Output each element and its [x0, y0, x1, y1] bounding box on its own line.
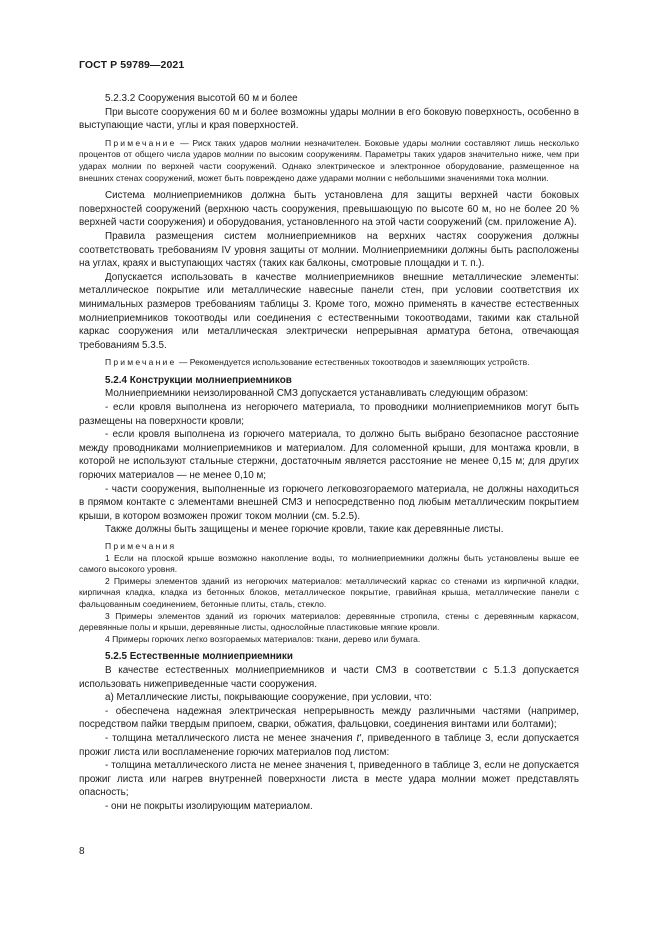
paragraph: Правила размещения систем молниеприемников на верхних частях сооружения должны соответствовать требованиям IV уровня защиты от молнии. Молниеприемники должны быть расположены на углах, краях и выступающих частях (таких как балконы, смотровые площадки и т. п.).: [79, 230, 579, 270]
page-number: 8: [79, 846, 85, 857]
section-heading-5-2-5: 5.2.5 Естественные молниеприемники: [105, 651, 293, 663]
note-item: 2 Примеры элементов зданий из негорючих материалов: металлический каркас со стенами из кирпичной кладки, кирпичная кладка, кладка из бетонных блоков, металлическое покрытие, гравийная крыша, металлические панели с фальцованным соединением, бетонные плиты, сталь, стекло.: [79, 575, 579, 609]
list-item: - обеспечена надежная электрическая непрерывность между различными частями (например, посредством пайки твердым припоем, сварки, обжатия, фальцовки, соединения винтами или болтами);: [79, 705, 579, 731]
list-item: - толщина металлического листа не менее значения t, приведенного в таблице 3, если не допускается прожиг листа или нагрев внутренней поверхности листа в месте удара молнии может представлять опасность;: [79, 760, 579, 799]
note-item: 4 Примеры горючих легко возгораемых материалов: ткани, дерево или бумага.: [105, 633, 421, 644]
list-item: - части сооружения, выполненные из горючего легковозгораемого материала, не должны находиться в прямом контакте с элементами внешней СМЗ и непосредственно под любым металлическим покрытием крыши, в котором возможен прожиг током молнии (см. 5.2.5).: [79, 483, 579, 522]
note-text: — Риск таких ударов молнии незначителен. Боковые удары молнии составляют лишь несколько процентов от общего числа ударов молнии по высоким сооружениям. Параметры таких ударов значительно ниже, чем при ударах молнии по верхней части сооружений. Однако электрическое и электронное оборудование, размещенное на внешних стенах сооружений, может быть повреждено даже ударами молнии с небольшими значениями тока молнии.: [79, 137, 579, 183]
note-label: Примечание: [105, 357, 177, 368]
text-segment: - толщина металлического листа не менее значения: [105, 732, 357, 744]
list-item: - если кровля выполнена из негорючего материала, то проводники молниеприемников могут быть размещены на поверхности кровли;: [79, 402, 579, 427]
section-heading-5-2-4: 5.2.4 Конструкции молниеприемников: [105, 374, 292, 386]
paragraph: Допускается использовать в качестве молниеприемников внешние металлические элементы: металлическое покрытие или металлические навесные панели стен, при условии соответствия их минимальных размеров требованиям таблицы 3. Кроме того, можно применять в качестве естественных молниеприемников токоотводы или соединения с естественными токоотводами, такими как стальной каркас сооружения или металлическая электрически непрерывная арматура бетона, отвечающая требованиям 5.3.5.: [79, 271, 579, 351]
section-heading-5-2-3-2: 5.2.3.2 Сооружения высотой 60 м и более: [105, 93, 298, 104]
note: [79, 138, 579, 184]
list-item: - они не покрыты изолирующим материалом.: [105, 800, 313, 812]
notes-label: Примечания: [105, 541, 177, 551]
paragraph: При высоте сооружения 60 м и более возможны удары молнии в его боковую поверхность, особенно в выступающие части, углы и края поверхностей.: [79, 106, 579, 132]
note: [79, 357, 579, 369]
note-item: 1 Если на плоской крыше возможно накопление воды, то молниеприемники должны быть установлены выше ее самого высокого уровня.: [79, 552, 579, 575]
paragraph: В качестве естественных молниеприемников и части СМЗ в соответствии с 5.1.3 допускается использовать нижеприведенные части сооружения.: [79, 664, 579, 690]
paragraph: Система молниеприемников должна быть установлена для защиты верхней части боковых поверхностей сооружений (верхнюю часть сооружения, превышающую по высоте 60 м, но не более 20 % верхней части сооружения) и оборудования, установленного на этой части сооружений (см. приложение А).: [79, 190, 579, 229]
note-item: 3 Примеры элементов зданий из горючих материалов: деревянные стропила, стены с деревянным каркасом, деревянные полы и крыши, деревянные листы, однослойные пластиковые мягкие кровли.: [79, 610, 579, 633]
document-header: ГОСТ Р 59789—2021: [79, 59, 185, 71]
list-item: а) Металлические листы, покрывающие сооружение, при условии, что:: [105, 692, 432, 704]
document-body: [79, 92, 579, 813]
note-text: — Рекомендуется использование естественных токоотводов и заземляющих устройств.: [176, 357, 530, 368]
paragraph: Также должны быть защищены и менее горючие кровли, такие как деревянные листы.: [105, 524, 504, 536]
symbol: t': [356, 732, 362, 744]
list-item: - если кровля выполнена из горючего материала, то должно быть выбрано безопасное расстояние между проводниками молниеприемников и материалом. Для соломенной крыши, для монтажа кровли, в которой не используют стальные стержни, достаточным является расстояние не менее 0,15 м; для других горючих материалов — не менее 0,10 м;: [79, 429, 579, 482]
paragraph: Молниеприемники неизолированной СМЗ допускается устанавливать следующим образом:: [105, 388, 529, 400]
text-segment: , приведенного в таблице 3, если допускается прожиг листа или воспламенение горючих материалов под листом:: [79, 732, 580, 758]
note-label: Примечание: [105, 137, 177, 148]
list-item: [79, 732, 579, 759]
